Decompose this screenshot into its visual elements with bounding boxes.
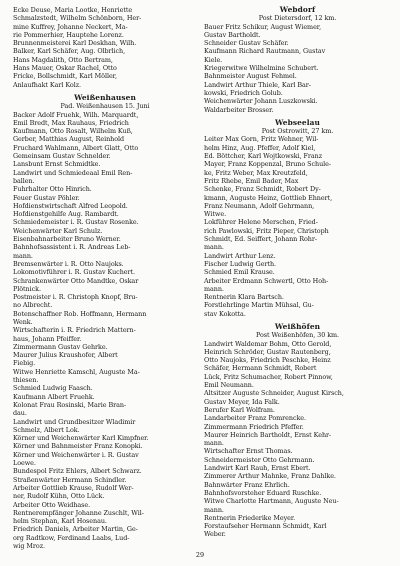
entry-line: Postmeister i. R. Christoph Knopf, Bru- <box>13 293 138 302</box>
entry-line: Fruchard Wahlmann, Albert Glatt, Otto <box>13 143 139 152</box>
entry-line: Maurer Heinrich Bartholdt, Ernst Kehr- <box>204 430 332 439</box>
entry-line: Landwirt Waldemar Bohm, Otto Gerold, <box>204 339 332 348</box>
entry-line: mann. <box>204 439 224 448</box>
entry-line: Arbeiter Gottlieb Krause, Rudolf Wer- <box>13 483 134 492</box>
entry-line: Zimmermann Friedrich Pfeffer. <box>204 422 304 431</box>
entry-line: Eisenbahnarbeiter Bruno Werner. <box>13 235 121 244</box>
entry-line: Fricke, Bollschmidt, Karl Möller, <box>13 72 117 81</box>
left-column <box>13 6 197 550</box>
entry-line: no Albrecht. <box>13 301 53 310</box>
entry-line: Schmiedemeister i. R. Gustav Rosenke. <box>13 218 139 227</box>
entry-line: Körner und Weichenwärter Karl Kimpfner. <box>13 434 149 443</box>
entry-line: Altsitzer Auguste Schneider, August Kirsch, <box>204 389 344 398</box>
entry-line: Hans Mauer, Oskar Rachel, Otto <box>13 64 117 73</box>
entry-line: Schmalzstedt, Wilhelm Schönborn, Her- <box>13 14 142 23</box>
entry-line: Lück, Fritz Schumacher, Robert Pinnow, <box>204 372 333 381</box>
entry-line: Landarbeiter Franz Pomrencke. <box>204 414 307 423</box>
entry-line: Leiter Max Gorn, Fritz Wehner, Wil- <box>204 135 319 144</box>
entry-line: Lokomotivführer i. R. Gustav Kuchert. <box>13 268 135 277</box>
entry-line: Bahnwärter Franz Ehrlich. <box>204 480 290 489</box>
entry-line: Kiele. <box>204 55 223 64</box>
page-number: 29 <box>195 551 205 559</box>
entry-line: Gerber, Matthias August, Reinhold <box>13 135 125 144</box>
entry-line: Rentnerempfänger Johanne Zuschlt, Wil- <box>13 508 144 517</box>
entry-line: wig Mroz. <box>13 542 46 550</box>
place-heading: Weißhöfen <box>274 321 321 331</box>
entry-line: Weichenwärter Johann Luszkowski. <box>204 97 318 106</box>
entry-line: Hofdienstwirtschaft Alfred Leopold. <box>13 201 128 210</box>
entry-line: Schmidt, Ed. Seiffert, Johann Rohr- <box>204 235 317 244</box>
entry-line: Straßenwärter Hermann Schindler. <box>13 475 127 484</box>
entry-line: Gemeinsam Gustav Schnelder. <box>13 152 111 161</box>
entry-line: Kaufmann Richard Rautmann, Gustav <box>204 47 326 56</box>
entry-line: Fuhrhalter Otto Hinrich. <box>13 185 92 194</box>
entry-line: Gustav Bartholdt. <box>204 30 261 39</box>
entry-line: Mayer, Franz Koppenzal, Bruno Schule- <box>204 160 331 169</box>
entry-line: Schmied Ludwig Faasch. <box>13 384 93 393</box>
place-heading: Webdorf <box>279 5 316 14</box>
entry-line: Witwe Charlotte Hartmann, Auguste Neu- <box>204 497 339 506</box>
entry-line: Kaufmann Albert Fruehk. <box>13 392 95 401</box>
entry-line: Ed. Böttcher, Karl Wojtkowski, Franz <box>204 152 323 161</box>
right-column <box>204 6 391 539</box>
entry-line: Schneider Gustav Schäfer. <box>204 39 289 48</box>
entry-line: helm Hinz, Aug. Pfeffer, Adolf Kiel, <box>204 143 316 152</box>
entry-line: Körner und Weichenwärter i. R. Gustav <box>13 450 139 459</box>
entry-line: Maurer Julius Kraushofer, Albert <box>13 351 118 360</box>
entry-line: Balker, Karl Schäfer, Aug. Olbrlich, <box>13 47 126 56</box>
entry-line: Emil Bredt, Max Rauhaus, Friedrich <box>13 118 129 127</box>
entry-line: Wirtschafterin i. R. Friedrich Mattern- <box>13 326 136 335</box>
entry-line: Landwirt Karl Rauh, Ernst Ebert. <box>204 464 311 473</box>
entry-line: org Radtkow, Ferdinand Laabs, Lud- <box>13 533 130 542</box>
entry-line: Schmied Emil Krause. <box>204 268 275 277</box>
entry-line: Heinrich Schröder, Gustav Rautenberg, <box>204 347 331 356</box>
entry-line: rich Pawlowski, Fritz Pieper, Christoph <box>204 226 329 235</box>
entry-line: Hans Magdalith, Otto Bertram, <box>13 55 113 64</box>
entry-line: Kriegerwitwe Wilhelmine Schubert. <box>204 64 319 73</box>
entry-line: thiesen. <box>13 376 39 385</box>
entry-line: Wenk. <box>13 317 33 326</box>
entry-line: Kolonat Frau Rosinski, Marie Bran- <box>13 400 127 409</box>
column-divider <box>200 6 201 544</box>
entry-line: Schenke, Franz Schmidt, Robert Dy- <box>204 185 321 194</box>
entry-line: Weber. <box>204 530 226 539</box>
entry-line: Bahnhofsvorsteher Eduard Ruschke. <box>204 488 322 497</box>
entry-line: Bauer Fritz Schikur, August Wiemer, <box>204 22 322 31</box>
entry-line: Schrankenwärter Otto Mandtke, Oskar <box>13 276 139 285</box>
entry-line: Witwe. <box>204 210 227 219</box>
place-heading: Webseelau <box>274 117 320 127</box>
entry-line: kowski, Friedrich Golub. <box>204 88 283 97</box>
entry-line: ner, Rudolf Kühn, Otto Lück. <box>13 492 105 501</box>
entry-line: Arbeiter Otto Weidhase. <box>13 500 91 509</box>
entry-line: Loewe. <box>13 459 36 468</box>
post-office-line: Pad. Weißenhausen 15. Juni <box>60 102 150 111</box>
entry-line: Landwirt und Grundbesitzer Wladimir <box>13 417 136 426</box>
entry-line: Hofdienstgehilfe Aug. Rambardt. <box>13 210 119 219</box>
post-office-line: Post Weißenhöfen, 30 km. <box>255 331 340 340</box>
entry-line: stav Kokotta. <box>204 309 246 318</box>
entry-line: Fischer Ludwig Gerth. <box>204 259 277 268</box>
entry-line: Plötnick. <box>13 284 41 293</box>
entry-line: Wirtschafter Ernst Thomas. <box>204 447 293 456</box>
entry-line: Bremsenwärter i. R. Otto Naujoks. <box>13 259 124 268</box>
entry-line: Körner und Bahnmeister Franz Konopki. <box>13 442 143 451</box>
entry-line: Landwirt und Schmiedeaal Emil Ren- <box>13 168 133 177</box>
entry-line: Botenschaffner Rob. Hoffmann, Hermann <box>13 309 147 318</box>
entry-line: Bundespol Fritz Ehlers, Albert Schwarz. <box>13 467 142 476</box>
entry-line: Forstlehrlinge Martin Mühsal, Gu- <box>204 301 314 310</box>
entry-line: Witwe Henriette Kamschl, Auguste Ma- <box>13 367 140 376</box>
place-heading: Weißenhausen <box>74 92 136 102</box>
entry-line: ke, Fritz Weber, Max Kreutzfeld, <box>204 168 308 177</box>
entry-line: mann. <box>204 284 224 293</box>
entry-line: Fritz Rhebe, Emil Bader, Max <box>204 176 299 185</box>
entry-line: Waldarbeiter Brosser. <box>204 105 274 114</box>
entry-line: Ecke Deuse, Maria Lootke, Henriette <box>13 6 133 14</box>
entry-line: Anlaufhakt Karl Kolz. <box>13 80 82 89</box>
entry-line: rie Pommerhier, Hauptehe Lorenz. <box>13 30 124 39</box>
entry-line: Bahnhofsassistent i. R. Andreas Leb- <box>13 243 131 252</box>
entry-line: Forstaufseher Hermann Schmidt, Karl <box>204 522 327 531</box>
post-office-line: Post Ostrowitt, 27 km. <box>261 127 334 136</box>
entry-line: Lansbunt Ernst Schmidtke. <box>13 160 101 169</box>
entry-line: mann. <box>204 505 224 514</box>
entry-line: Emil Neumann. <box>204 381 254 390</box>
entry-line: Rentnerin Friederike Meyer. <box>204 513 296 522</box>
entry-line: ballen. <box>13 176 35 185</box>
entry-line: Weichenwärter Karl Schulz. <box>13 226 103 235</box>
entry-line: Backer Adolf Fruehk, Wilh. Marquardt, <box>13 110 139 119</box>
entry-line: mann. <box>13 251 33 260</box>
entry-line: Fiebig. <box>13 359 36 368</box>
entry-line: Landwirt Arthur Thiele, Karl Bar- <box>204 80 311 89</box>
entry-line: helm Stephan, Karl Hosenau. <box>13 517 107 526</box>
entry-line: Rentnerin Klara Bartsch. <box>204 293 284 302</box>
entry-line: haus, Johann Pfeiffer. <box>13 334 82 343</box>
entry-line: Berufer Karl Wolfram. <box>204 405 275 414</box>
entry-line: Schäfer, Hermann Schmidt, Robert <box>204 364 317 373</box>
entry-line: Bahnmeister August Fehmel. <box>204 72 297 81</box>
entry-line: Zimmermann Gustav Gehrke. <box>13 342 108 351</box>
post-office-line: Post Dietersdorf, 12 km. <box>258 14 337 23</box>
entry-line: Brunnenmeisterei Karl Deskhan, Wilh. <box>13 39 137 48</box>
entry-line: mine Kuffrey, Johanne Neckert, Ma- <box>13 22 128 31</box>
entry-line: Kaufmann, Otto Rosalt, Wilhelm Kuß, <box>13 127 133 136</box>
entry-line: Franz Neumann, Adolf Gehrmann, <box>204 201 315 210</box>
entry-line: kmann, Auguste Heinz, Gottlieb Ehnert, <box>204 193 333 202</box>
entry-line: mann. <box>204 243 224 252</box>
entry-line: Zimmerer Arthur Mahnke, Franz Dahlke. <box>204 472 336 481</box>
entry-line: Schmelz, Albert Lok. <box>13 425 80 434</box>
entry-line: Gustav Meyer, Ida Falk. <box>204 397 280 406</box>
entry-line: dau. <box>13 409 27 418</box>
entry-line: Feuer Gustav Pöhler. <box>13 193 80 202</box>
entry-line: Friedrich Daniels, Arbeiter Martin, Ge- <box>13 525 138 534</box>
entry-line: Landwirt Arthur Lenz. <box>204 251 276 260</box>
entry-line: Schneidermeister Otto Gehrmann. <box>204 455 315 464</box>
entry-line: Lokführer Helene Merschen, Fried- <box>204 218 318 227</box>
entry-line: Otto Naujoks, Friedrich Peschke, Heinz <box>204 356 331 365</box>
entry-line: Arbeiter Erdmann Schwertl, Otto Hoh- <box>204 276 329 285</box>
